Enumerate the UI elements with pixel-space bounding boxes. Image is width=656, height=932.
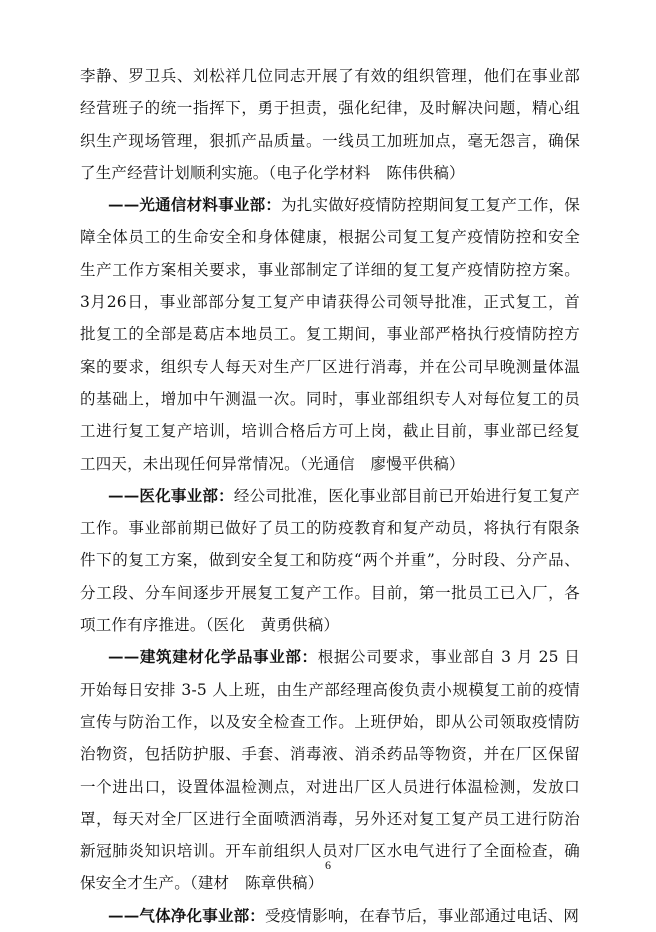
department-heading: ——光通信材料事业部： — [108, 195, 282, 215]
paragraph-text: 经公司批准，医化事业部目前已开始进行复工复产工作。事业部前期已做好了员工的防疫教育和复产动员，将执行有限条件下的复工方案，做到安全复工和防疫“两个并重”，分时段、分产品、分工段、分车间逐步开展复工复产工作。目前，第一批员工已入厂，各项工作有序推进。（医化 黄勇供稿） — [80, 486, 580, 635]
paragraph-text: 为扎实做好疫情防控期间复工复产工作，保障全体员工的生命安全和身体健康，根据公司复工复产疫情防控和安全生产工作方案相关要求，事业部制定了详细的复工复产疫情防控方案。 3月26日，事业部部分复工复产申请获得公司领导批准，正式复工，首批复工的全部是葛店本地员工。复工期间，事业部严格执行疫情防控方案的要求，组织专人每天对生产厂区进行消毒，并在公司早晚测量体温的基础上，增加中午测温一次。同时，事业部组织专人对每位复工的员工进行复工复产培训，培训合格后方可上岗，截止目前，事业部已经复工四天，未出现任何异常情况。（光通信 廖慢平供稿） — [80, 196, 580, 473]
paragraph-text: 李静、罗卫兵、刘松祥几位同志开展了有效的组织管理，他们在事业部经营班子的统一指挥下，勇于担责，强化纪律，及时解决问题，精心组织生产现场管理，狠抓产品质量。一线员工加班加点，毫无怨言，确保了生产经营计划顺利实施。（电子化学材料 陈伟供稿） — [80, 67, 580, 182]
paragraph-text: 受疫情影响，在春节后，事业部通过电话、网 — [265, 906, 580, 925]
paragraph-optical-communication — [80, 189, 580, 480]
page-number: 6 — [325, 858, 331, 872]
department-heading: ——建筑建材化学品事业部： — [108, 647, 318, 667]
paragraph-medical-chemicals — [80, 480, 580, 641]
department-heading: ——医化事业部： — [108, 485, 234, 505]
body-text — [80, 60, 580, 932]
paragraph-electronic-chemicals — [80, 60, 580, 189]
department-heading: ——气体净化事业部： — [108, 905, 266, 925]
paragraph-text: 根据公司要求，事业部自 3 月 25 日开始每日安排 3-5 人上班，由生产部经理高俊负责小规模复工前的疫情宣传与防治工作，以及安全检查工作。上班伊始，即从公司领取疫情防治物资，包括防护服、手套、消毒液、消杀药品等物资，并在厂区保留一个进出口，设置体温检测点，对进出厂区人员进行体温检测，发放口罩，每天对全厂区进行全面喷洒消毒，另外还对复工复产员工进行防治新冠肺炎知识培训。开车前组织人员对厂区水电气进行了全面检查，确保安全才生产。（建材 陈章供稿） — [80, 648, 580, 893]
paragraph-gas-purification — [80, 900, 580, 932]
